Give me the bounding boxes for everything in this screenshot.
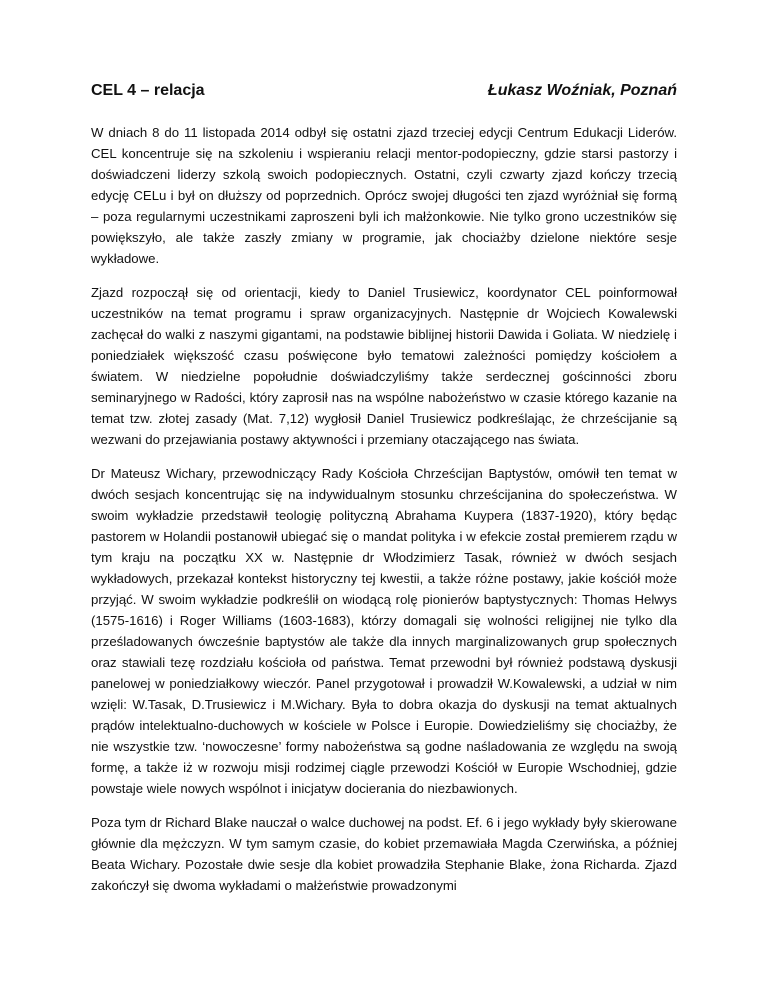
paragraph-2: Zjazd rozpoczął się od orientacji, kiedy to Daniel Trusiewicz, koordynator CEL poinformował uczestników na temat programu i spraw organizacyjnych. Następnie dr Wojciech Kowalewski zachęcał do walki z naszymi gigantami, na podstawie biblijnej historii Dawida i Goliata. W niedzielę i poniedziałek większość czasu poświęcone było tematowi zależności pomiędzy kościołem a światem. W niedzielne popołudnie doświadczyliśmy także serdecznej gościnności zboru seminaryjnego w Radości, który zaprosił nas na wspólne nabożeństwo w czasie którego kazanie na temat tzw. złotej zasady (Mat. 7,12) wygłosił Daniel Trusiewicz podkreślając, że chrześcijanie są wezwani do przejawiania postawy aktywności i przemiany otaczającego nas świata. [91, 285, 677, 447]
paragraph-3: Dr Mateusz Wichary, przewodniczący Rady Kościoła Chrześcijan Baptystów, omówił ten temat w dwóch sesjach koncentrując się na indywidualnym stosunku chrześcijanina do społeczeństwa. W swoim wykładzie przedstawił teologię polityczną Abrahama Kuypera (1837-1920), który będąc pastorem w Holandii postanowił ubiegać się o mandat polityka i w efekcie został premierem rządu w tym kraju na początku XX w. Następnie dr Włodzimierz Tasak, również w dwóch sesjach wykładowych, przekazał kontekst historyczny tej kwestii, a także różne postawy, jakie kościół może przyjąć. W swoim wykładzie podkreślił on wiodącą rolę pionierów baptystycznych: Thomas Helwys (1575-1616) i Roger Williams (1603-1683), którzy domagali się wolności religijnej nie tylko dla prześladowanych ówcześnie baptystów ale także dla innych marginalizowanych grup społecznych oraz stawiali tezę rozdziału kościoła od państwa. Temat przewodni był również podstawą dyskusji panelowej w poniedziałkowy wieczór. Panel przygotował i prowadził W.Kowalewski, a udział w nim wzięli: W.Tasak, D.Trusiewicz i M.Wichary. Była to dobra okazja do dyskusji na temat aktualnych prądów intelektualno-duchowych w kościele w Polsce i Europie. Dowiedzieliśmy się chociażby, że nie wszystkie tzw. ‘nowoczesne’ formy nabożeństwa są godne naśladowania ze względu na swoją formę, a także iż w rozwoju misji rodzimej ciągle przewodzi Kościół w Europie Wschodniej, gdzie powstaje wiele nowych wspólnot i inicjatyw docierania do niezbawionych. [91, 466, 677, 796]
document-page [91, 82, 677, 909]
document-header [91, 82, 677, 110]
author-line: Łukasz Woźniak, Poznań [487, 82, 677, 99]
paragraph-1: W dniach 8 do 11 listopada 2014 odbył się ostatni zjazd trzeciej edycji Centrum Edukacji Liderów. CEL koncentruje się na szkoleniu i wspieraniu relacji mentor-podopieczny, gdzie starsi pastorzy i doświadczeni liderzy szkolą swoich podopiecznych. Ostatni, czyli czwarty zjazd kończy trzecią edycję CELu i był on dłuższy od poprzednich. Oprócz swojej długości ten zjazd wyróżniał się formą – poza regularnymi uczestnikami zaproszeni byli ich małżonkowie. Nie tylko grono uczestników się powiększyło, ale także zaszły zmiany w programie, jak chociażby dzielone niektóre sesje wykładowe. [91, 125, 677, 266]
document-title: CEL 4 – relacja [91, 82, 205, 99]
paragraph-4: Poza tym dr Richard Blake nauczał o walce duchowej na podst. Ef. 6 i jego wykłady były skierowane głównie dla mężczyzn. W tym samym czasie, do kobiet przemawiała Magda Czerwińska, a później Beata Wichary. Pozostałe dwie sesje dla kobiet prowadziła Stephanie Blake, żona Richarda. Zjazd zakończył się dwoma wykładami o małżeństwie prowadzonymi [91, 815, 677, 893]
